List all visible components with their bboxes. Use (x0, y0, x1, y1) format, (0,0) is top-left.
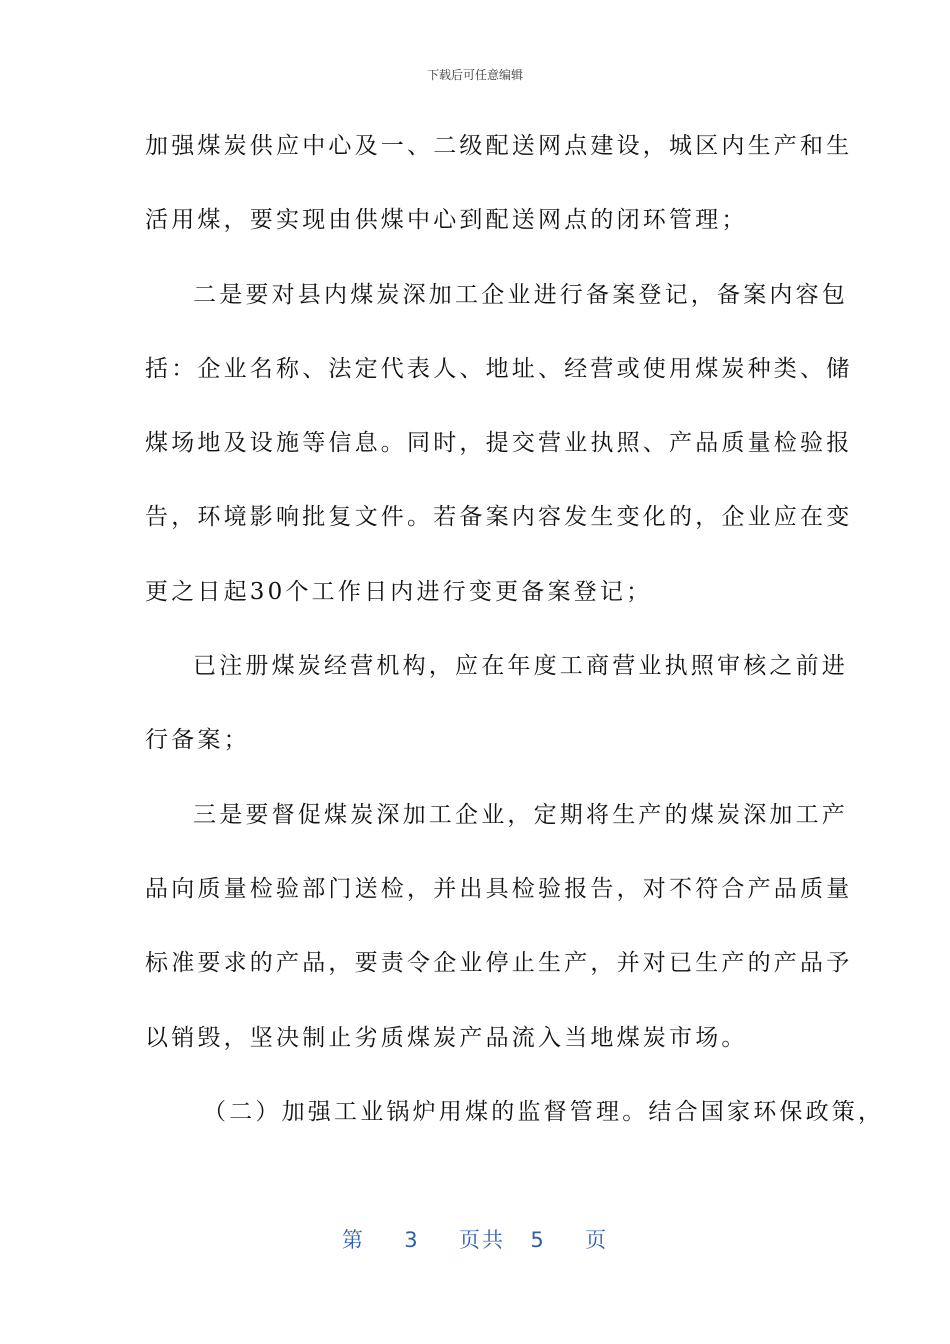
text-line: 行备案； (145, 727, 250, 754)
paragraph-start-line: 已注册煤炭经营机构，应在年度工商营业执照审核之前进 (193, 653, 848, 680)
text-line: 标准要求的产品，要责令企业停止生产，并对已生产的产品予 (145, 950, 853, 977)
text-line: 煤场地及设施等信息。同时，提交营业执照、产品质量检验报 (145, 430, 853, 457)
text-line: 品向质量检验部门送检，并出具检验报告，对不符合产品质量 (145, 875, 853, 902)
page-number-footer (0, 1224, 950, 1254)
page-header-note: 下载后可任意编辑 (426, 68, 523, 82)
text-line: 更之日起30个工作日内进行变更备案登记； (145, 578, 653, 605)
paragraph-start-line: 二是要对县内煤炭深加工企业进行备案登记，备案内容包 (193, 281, 848, 308)
text-line: 告，环境影响批复文件。若备案内容发生变化的，企业应在变 (145, 504, 853, 531)
page-suffix: 页 (585, 1228, 609, 1252)
total-pages-number: 5 (530, 1228, 546, 1252)
text-line: 括：企业名称、法定代表人、地址、经营或使用煤炭种类、储 (145, 355, 853, 382)
text-line: 活用煤，要实现由供煤中心到配送网点的闭环管理； (145, 207, 748, 234)
text-line: 加强煤炭供应中心及一、二级配送网点建设，城区内生产和生 (145, 133, 853, 159)
paragraph-start-line: 三是要督促煤炭深加工企业，定期将生产的煤炭深加工产 (193, 801, 848, 828)
current-page-number: 3 (404, 1228, 420, 1252)
section-heading-line: （二）加强工业锅炉用煤的监督管理。结合国家环保政策， (203, 1098, 885, 1125)
page-prefix: 第 (341, 1228, 365, 1252)
page-mid-text: 页共 (459, 1228, 505, 1252)
document-body (145, 120, 885, 1160)
text-line: 以销毁，坚决制止劣质煤炭产品流入当地煤炭市场。 (145, 1024, 748, 1051)
